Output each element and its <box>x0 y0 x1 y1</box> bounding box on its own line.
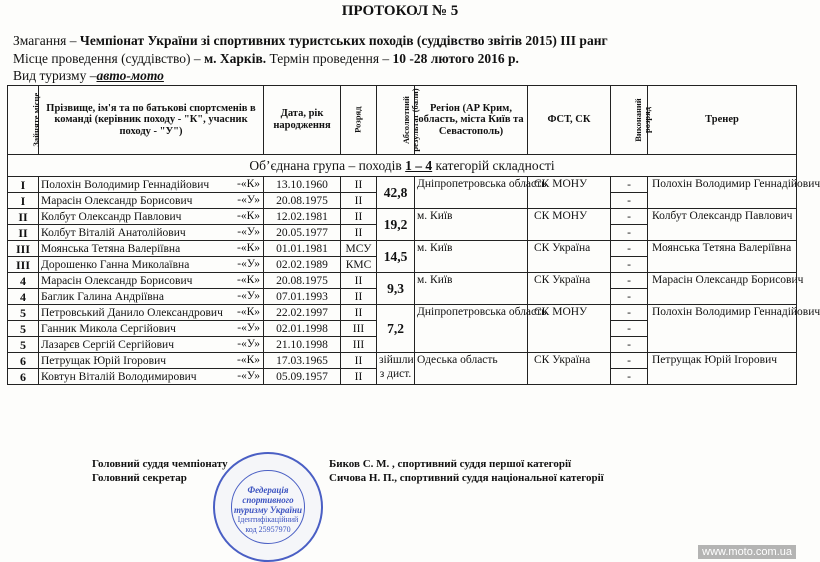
rank-cell: III <box>341 321 377 337</box>
athlete-name: Дорошенко Ганна Миколаївна <box>41 258 190 271</box>
athlete-name-cell <box>39 257 264 273</box>
athlete-role: -«К» <box>237 210 260 222</box>
fst-cell: СК МОНУ <box>528 177 611 209</box>
score-cell: 9,3 <box>377 273 415 305</box>
athlete-name-cell <box>39 273 264 289</box>
header-score: Абсолютний результат (бали) <box>377 86 415 155</box>
venue-line: Місце проведення (суддівство) – м. Харків. Термін проведення – 10 -28 лютого 2016 р. <box>13 51 519 66</box>
place-cell: II <box>8 209 39 225</box>
header-dob: Дата, рік народження <box>264 86 341 155</box>
rank-cell: II <box>341 353 377 369</box>
athlete-name: Колбут Віталій Анатолійович <box>41 226 186 239</box>
region-cell: Дніпропетровська область <box>415 305 528 353</box>
tourism-type: авто-мото <box>96 68 164 83</box>
header-fst: ФСТ, СК <box>528 86 611 155</box>
athlete-name-cell <box>39 225 264 241</box>
rank-cell: III <box>341 337 377 353</box>
dob-cell: 20.08.1975 <box>264 193 341 209</box>
chief-judge-label: Головний суддя чемпіонату <box>92 458 228 470</box>
chief-judge-name: Биков С. М. , спортивний суддя першої категорії <box>329 458 572 470</box>
score-cell: зійшли з дист. <box>377 353 415 385</box>
place-cell: I <box>8 177 39 193</box>
score-cell: 14,5 <box>377 241 415 273</box>
dob-cell: 02.02.1989 <box>264 257 341 273</box>
rank-cell: II <box>341 193 377 209</box>
dob-cell: 17.03.1965 <box>264 353 341 369</box>
table-row <box>8 241 797 257</box>
athlete-name: Полохін Володимир Геннадійович <box>41 178 210 191</box>
table-header-row <box>8 86 797 155</box>
done-rank-cell: - <box>611 273 648 289</box>
dob-cell: 20.08.1975 <box>264 273 341 289</box>
coach-cell: Колбут Олександр Павлович <box>648 209 797 241</box>
place-cell: 4 <box>8 289 39 305</box>
coach-cell: Моянська Тетяна Валеріївна <box>648 241 797 273</box>
table-row <box>8 273 797 289</box>
dob-cell: 07.01.1993 <box>264 289 341 305</box>
done-rank-cell: - <box>611 241 648 257</box>
header-place: Зайняте місце <box>8 86 39 155</box>
competition-name: Чемпіонат України зі спортивних туристських походів (суддівство звітів 2015) ІІІ ранг <box>79 33 608 48</box>
dob-cell: 01.01.1981 <box>264 241 341 257</box>
rank-cell: II <box>341 369 377 385</box>
table-row <box>8 177 797 193</box>
athlete-role: -«У» <box>237 338 260 350</box>
athlete-role: -«К» <box>237 306 260 318</box>
athlete-role: -«У» <box>237 290 260 302</box>
done-rank-cell: - <box>611 353 648 369</box>
done-rank-cell: - <box>611 321 648 337</box>
dob-cell: 20.05.1977 <box>264 225 341 241</box>
athlete-role: -«У» <box>237 194 260 206</box>
table-row <box>8 209 797 225</box>
fst-cell: СК МОНУ <box>528 305 611 353</box>
athlete-role: -«К» <box>237 242 260 254</box>
rank-cell: II <box>341 209 377 225</box>
athlete-name: Петрущак Юрій Ігорович <box>41 354 167 367</box>
chief-secretary-label: Головний секретар <box>92 472 187 484</box>
chief-secretary-name: Сичова Н. П., спортивний суддя національної категорії <box>329 472 604 484</box>
done-rank-cell: - <box>611 305 648 321</box>
event-dates: 10 -28 лютого 2016 р. <box>392 51 519 66</box>
rank-cell: КМС <box>341 257 377 273</box>
fst-cell: СК МОНУ <box>528 209 611 241</box>
fst-cell: СК Україна <box>528 353 611 385</box>
header-done: Виконаний розряд <box>611 86 648 155</box>
rank-cell: II <box>341 305 377 321</box>
region-cell: м. Київ <box>415 241 528 273</box>
rank-cell: МСУ <box>341 241 377 257</box>
dob-cell: 13.10.1960 <box>264 177 341 193</box>
athlete-name: Баглик Галина Андріївна <box>41 290 164 303</box>
region-cell: м. Київ <box>415 209 528 241</box>
header-region: Регіон (АР Крим, область, міста Київ та Севастополь) <box>415 86 528 155</box>
place-cell: 5 <box>8 321 39 337</box>
athlete-role: -«У» <box>237 322 260 334</box>
place-cell: 6 <box>8 353 39 369</box>
fst-cell: СК Україна <box>528 273 611 305</box>
venue-city: м. Харків. <box>203 51 267 66</box>
athlete-role: -«К» <box>237 178 260 190</box>
done-rank-cell: - <box>611 257 648 273</box>
table-row <box>8 353 797 369</box>
dob-cell: 02.01.1998 <box>264 321 341 337</box>
place-cell: 6 <box>8 369 39 385</box>
athlete-name-cell <box>39 193 264 209</box>
done-rank-cell: - <box>611 369 648 385</box>
coach-cell: Полохін Володимир Геннадійович <box>648 177 797 209</box>
athlete-name-cell <box>39 353 264 369</box>
athlete-name: Марасін Олександр Борисович <box>41 194 193 207</box>
coach-cell: Петрущак Юрій Ігорович <box>648 353 797 385</box>
header-name: Прізвище, ім'я та по батькові спортсменів в команді (керівник походу - "К", учасник походу - "У") <box>39 86 264 155</box>
done-rank-cell: - <box>611 337 648 353</box>
dob-cell: 05.09.1957 <box>264 369 341 385</box>
athlete-name-cell <box>39 177 264 193</box>
done-rank-cell: - <box>611 209 648 225</box>
athlete-role: -«У» <box>237 258 260 270</box>
tourism-type-line: Вид туризму –авто-мото <box>13 68 164 83</box>
header-rank: Розряд <box>341 86 377 155</box>
done-rank-cell: - <box>611 177 648 193</box>
athlete-name: Лазарєв Сергій Сергійович <box>41 338 174 351</box>
rank-cell: II <box>341 225 377 241</box>
done-rank-cell: - <box>611 225 648 241</box>
athlete-role: -«У» <box>237 370 260 382</box>
score-cell: 19,2 <box>377 209 415 241</box>
group-row: Об’єднана група – походів 1 – 4 категорій складності <box>8 155 797 177</box>
athlete-name-cell <box>39 369 264 385</box>
table-row <box>8 305 797 321</box>
rank-cell: II <box>341 289 377 305</box>
rank-cell: II <box>341 177 377 193</box>
place-cell: I <box>8 193 39 209</box>
header-coach: Тренер <box>648 86 797 155</box>
site-watermark: www.moto.com.ua <box>698 545 796 559</box>
athlete-role: -«К» <box>237 274 260 286</box>
athlete-name: Моянська Тетяна Валеріївна <box>41 242 181 255</box>
coach-cell: Полохін Володимир Геннадійович <box>648 305 797 353</box>
place-cell: 5 <box>8 305 39 321</box>
dob-cell: 21.10.1998 <box>264 337 341 353</box>
coach-cell: Марасін Олександр Борисович <box>648 273 797 305</box>
athlete-name-cell <box>39 305 264 321</box>
athlete-name: Колбут Олександр Павлович <box>41 210 182 223</box>
athlete-name: Петровський Данило Олександрович <box>41 306 223 319</box>
athlete-name: Марасін Олександр Борисович <box>41 274 193 287</box>
place-cell: II <box>8 225 39 241</box>
protocol-title: ПРОТОКОЛ № 5 <box>341 3 459 19</box>
athlete-name-cell <box>39 337 264 353</box>
athlete-name-cell <box>39 209 264 225</box>
done-rank-cell: - <box>611 289 648 305</box>
region-cell: м. Київ <box>415 273 528 305</box>
results-table <box>7 85 820 385</box>
done-rank-cell: - <box>611 193 648 209</box>
score-cell: 7,2 <box>377 305 415 353</box>
region-cell: Дніпропетровська область <box>415 177 528 209</box>
rank-cell: II <box>341 273 377 289</box>
score-cell: 42,8 <box>377 177 415 209</box>
federation-stamp: Федерація спортивного туризму України Ідентифікаційний код 25957970 <box>213 452 323 562</box>
place-cell: 5 <box>8 337 39 353</box>
category-range: 1 – 4 <box>405 157 433 173</box>
place-cell: III <box>8 257 39 273</box>
place-cell: 4 <box>8 273 39 289</box>
athlete-name: Ковтун Віталій Володимирович <box>41 370 197 383</box>
athlete-name: Ганник Микола Сергійович <box>41 322 176 335</box>
dob-cell: 12.02.1981 <box>264 209 341 225</box>
athlete-role: -«У» <box>237 226 260 238</box>
athlete-role: -«К» <box>237 354 260 366</box>
fst-cell: СК Україна <box>528 241 611 273</box>
dob-cell: 22.02.1997 <box>264 305 341 321</box>
place-cell: III <box>8 241 39 257</box>
competition-line: Змагання – Чемпіонат України зі спортивних туристських походів (суддівство звітів 2015) ІІІ ранг <box>13 33 608 48</box>
region-cell: Одеська область <box>415 353 528 385</box>
athlete-name-cell <box>39 321 264 337</box>
athlete-name-cell <box>39 241 264 257</box>
athlete-name-cell <box>39 289 264 305</box>
